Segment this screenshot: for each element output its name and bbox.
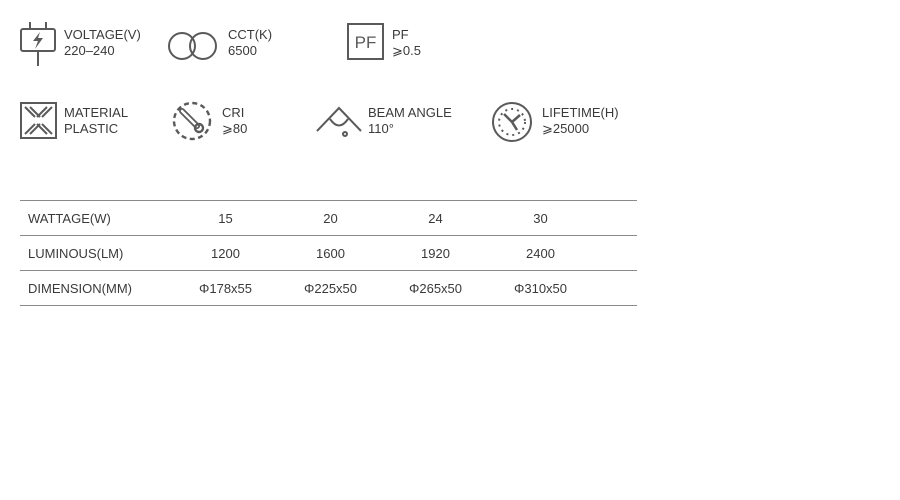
- spec-pf: [346, 20, 421, 66]
- table-cell: 1920: [383, 236, 488, 271]
- spec-lifetime: [490, 98, 619, 144]
- material-box-icon: [18, 98, 60, 144]
- spec-value: 220–240: [64, 43, 115, 58]
- spec-value: 110°: [368, 121, 394, 136]
- spec-value: ⩾80: [222, 121, 248, 136]
- plug-icon: [18, 20, 60, 66]
- spec-value: PLASTIC: [64, 121, 119, 136]
- table-cell: 24: [383, 201, 488, 236]
- spec-label: BEAM ANGLE: [368, 105, 452, 120]
- spec-voltage: [18, 20, 141, 66]
- spec-label: VOLTAGE(V): [64, 27, 141, 42]
- table-row: [20, 271, 637, 306]
- spec-label: CRI: [222, 105, 245, 120]
- table-row: [20, 236, 637, 271]
- row-label: LUMINOUS(LM): [20, 236, 173, 271]
- table-row: [20, 201, 637, 236]
- table-cell: Φ178x55: [173, 271, 278, 306]
- table-cell: Φ310x50: [488, 271, 593, 306]
- pf-icon-text: PF: [354, 33, 377, 52]
- spec-beam-angle: [314, 98, 452, 144]
- cri-gauge-icon: [170, 98, 218, 144]
- table-spacer: [593, 271, 637, 306]
- table-cell: 30: [488, 201, 593, 236]
- pf-box-icon: [346, 20, 388, 66]
- table-spacer: [593, 236, 637, 271]
- table-cell: 15: [173, 201, 278, 236]
- table-cell: 2400: [488, 236, 593, 271]
- table-cell: 1200: [173, 236, 278, 271]
- spec-value: ⩾0.5: [392, 43, 421, 58]
- table-spacer: [593, 201, 637, 236]
- spec-cri: [170, 98, 247, 144]
- spec-label: PF: [392, 27, 409, 42]
- spec-label: LIFETIME(H): [542, 105, 619, 120]
- overlapping-circles-icon: [166, 20, 224, 66]
- spec-cct: [166, 20, 272, 66]
- spec-value: ⩾25000: [542, 121, 590, 136]
- table-cell: 20: [278, 201, 383, 236]
- spec-table: [20, 200, 637, 306]
- spec-label: MATERIAL: [64, 105, 129, 120]
- row-label: WATTAGE(W): [20, 201, 173, 236]
- spec-value: 6500: [228, 43, 257, 58]
- table-cell: Φ225x50: [278, 271, 383, 306]
- clock-icon: [490, 98, 538, 144]
- spec-label: CCT(K): [228, 27, 273, 42]
- beam-angle-icon: [314, 98, 364, 144]
- row-label: DIMENSION(MM): [20, 271, 173, 306]
- table-cell: 1600: [278, 236, 383, 271]
- table-cell: Φ265x50: [383, 271, 488, 306]
- spec-material: [18, 98, 128, 144]
